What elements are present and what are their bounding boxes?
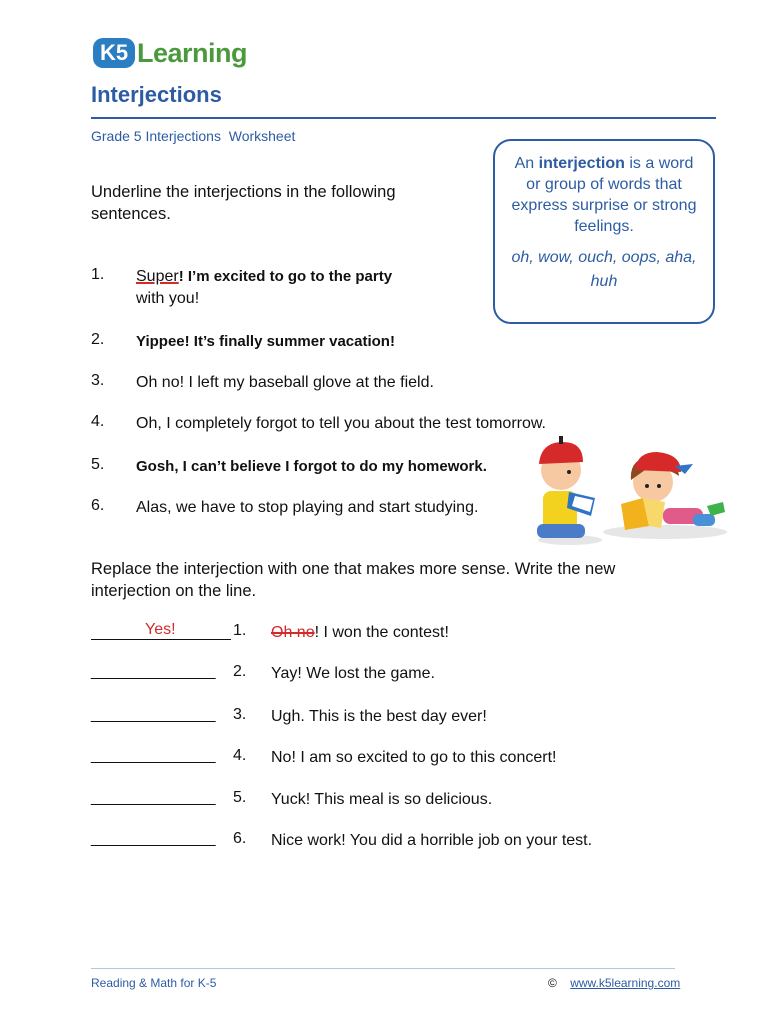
list-item: Ugh. This is the best day ever! <box>271 708 487 725</box>
item-number: 3. <box>233 706 247 723</box>
answer-blank: ______________ <box>91 706 216 723</box>
website-link[interactable]: www.k5learning.com <box>570 976 681 990</box>
answer-line <box>91 620 231 642</box>
answer-blank: ______________ <box>91 747 216 764</box>
item-number: 3. <box>91 372 105 389</box>
item-number: 5. <box>233 789 247 806</box>
worksheet-subtitle: Grade 5 Interjections Worksheet <box>91 128 296 144</box>
list-item: Oh, I completely forgot to tell you about the test tomorrow. <box>136 415 546 432</box>
list-item: Yippee! It’s finally summer vacation! <box>136 333 395 350</box>
definition-suffix: is a word or group of words that express surprise or strong feelings. <box>511 155 697 235</box>
answer-blank: ______________ <box>91 830 216 847</box>
page-title: Interjections <box>91 82 222 107</box>
item-number: 6. <box>91 497 105 514</box>
item-text: ! I won the contest! <box>314 624 449 641</box>
definition-box <box>493 139 715 324</box>
footer-copyright <box>548 976 680 990</box>
kids-reading-illustration <box>525 436 730 548</box>
item-number: 1. <box>233 622 247 639</box>
list-item: Yuck! This meal is so delicious. <box>271 791 493 808</box>
item-number: 1. <box>91 266 105 283</box>
answer-blank: ______________ <box>91 789 216 806</box>
logo-wordmark: Learning <box>137 38 248 68</box>
list-item: Alas, we have to stop playing and start studying. <box>136 499 479 516</box>
logo-badge: K5 <box>93 38 135 68</box>
definition-examples: oh, wow, ouch, oops, aha, huh <box>511 249 697 290</box>
list-item: Oh no! I left my baseball glove at the field. <box>136 374 434 391</box>
part1-instruction: Underline the interjections in the following sentences. <box>91 183 396 223</box>
footer-tagline: Reading & Math for K-5 <box>91 976 217 990</box>
part2-instruction: Replace the interjection with one that makes more sense. Write the new interjection on the line. <box>91 560 616 600</box>
list-item: Nice work! You did a horrible job on your test. <box>271 832 593 849</box>
list-item: No! I am so excited to go to this concert! <box>271 749 557 766</box>
answer-underline <box>91 639 231 640</box>
item-number: 4. <box>91 413 105 430</box>
list-item <box>136 266 436 310</box>
definition-text <box>495 153 713 237</box>
item-text: ! I’m excited to go to the party <box>178 268 393 285</box>
item-text-line2: with you! <box>136 290 200 307</box>
answer-blank: ______________ <box>91 663 216 680</box>
example-answer: Yes! <box>145 621 176 638</box>
underlined-interjection: Super <box>136 268 179 285</box>
item-number: 6. <box>233 830 247 847</box>
definition-prefix: An <box>514 155 535 172</box>
item-number: 4. <box>233 747 247 764</box>
item-number: 2. <box>233 663 247 680</box>
item-number: 5. <box>91 456 105 473</box>
list-item <box>271 622 449 644</box>
item-number: 2. <box>91 331 105 348</box>
struck-interjection: Oh no <box>271 624 315 641</box>
list-item: Yay! We lost the game. <box>271 665 435 682</box>
footer-divider <box>91 968 675 969</box>
title-divider <box>91 117 716 119</box>
definition-term: interjection <box>538 155 625 172</box>
copyright-symbol: © <box>548 976 557 990</box>
list-item: Gosh, I can’t believe I forgot to do my homework. <box>136 458 487 475</box>
